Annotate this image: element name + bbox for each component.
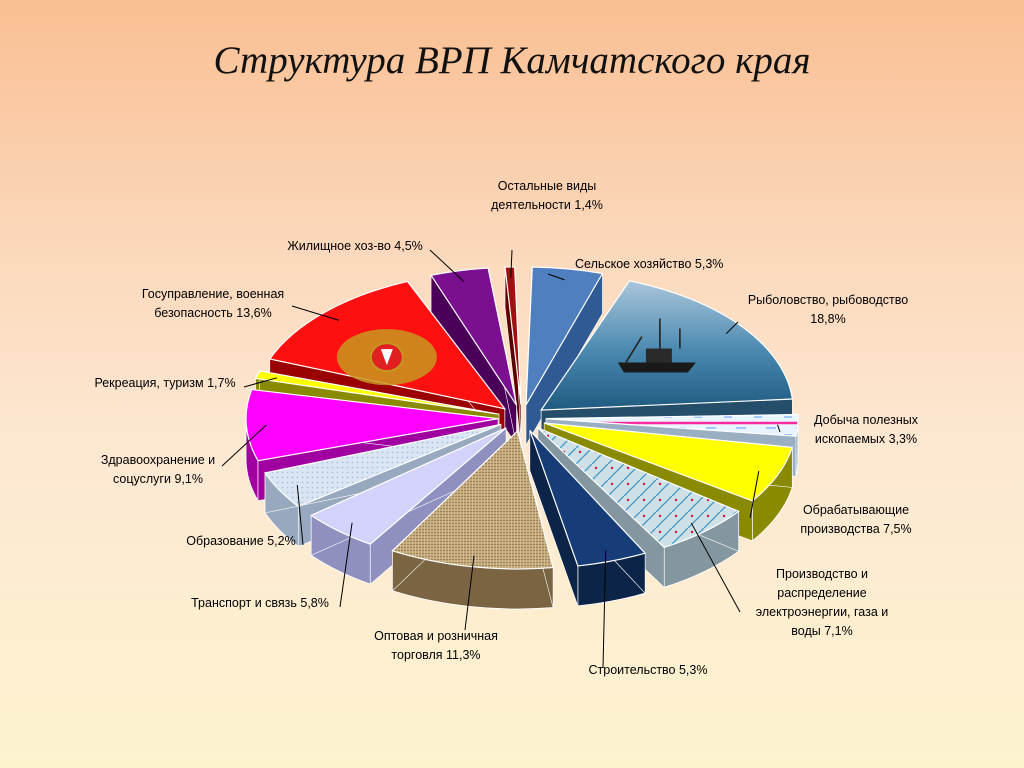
slice-label-4-line-3: воды 7,1% [791, 624, 853, 638]
slice-label-5 [589, 663, 708, 677]
slide-title: Структура ВРП Камчатского края [213, 39, 811, 82]
slice-label-6 [374, 629, 498, 662]
slice-label-3-line-1: производства 7,5% [800, 522, 912, 536]
slice-label-4-line-0: Производство и [776, 567, 868, 581]
slice-label-13 [491, 179, 603, 212]
slice-label-10-line-0: Рекреация, туризм 1,7% [94, 376, 236, 390]
slice-label-1 [748, 293, 908, 326]
slice-label-2-line-1: ископаемых 3,3% [814, 432, 918, 446]
slice-label-8-line-0: Образование 5,2% [186, 534, 296, 548]
slice-label-13-line-0: Остальные виды [497, 179, 597, 193]
slice-label-9 [101, 453, 215, 486]
slice-label-4-line-1: распределение [777, 586, 867, 600]
slice-label-3-line-0: Обрабатывающие [802, 503, 910, 517]
slice-label-13-line-1: деятельности 1,4% [491, 198, 603, 212]
slice-label-4-line-2: электроэнергии, газа и [755, 605, 889, 619]
slice-label-1-line-1: 18,8% [810, 312, 846, 326]
slice-label-12-line-0: Жилищное хоз-во 4,5% [287, 239, 423, 253]
slice-label-2-line-0: Добыча полезных [814, 413, 918, 427]
slice-label-10 [94, 376, 235, 390]
slice-label-7 [191, 596, 329, 610]
slice-label-6-line-1: торговля 11,3% [391, 648, 481, 662]
slice-label-5-line-0: Строительство 5,3% [588, 663, 708, 677]
slice-label-11 [142, 287, 284, 320]
slice-label-9-line-1: соцуслуги 9,1% [113, 472, 203, 486]
slice-label-8 [186, 534, 295, 548]
slice-label-7-line-0: Транспорт и связь 5,8% [191, 596, 329, 610]
slice-label-2 [814, 413, 919, 446]
slice-label-0-line-0: Сельское хозяйство 5,3% [575, 257, 724, 271]
slice-label-0 [575, 257, 723, 271]
slice-label-11-line-0: Госуправление, военная [141, 287, 285, 301]
slice-label-3 [800, 503, 911, 536]
slice-label-6-line-0: Оптовая и розничная [374, 629, 498, 643]
slice-label-4 [756, 567, 888, 638]
slice-label-1-line-0: Рыболовство, рыбоводство [747, 293, 909, 307]
slice-label-9-line-0: Здравоохранение и [100, 453, 216, 467]
slice-label-12 [287, 239, 423, 253]
double-headed-eagle-icon [337, 329, 437, 385]
slice-label-11-line-1: безопасность 13,6% [154, 306, 272, 320]
